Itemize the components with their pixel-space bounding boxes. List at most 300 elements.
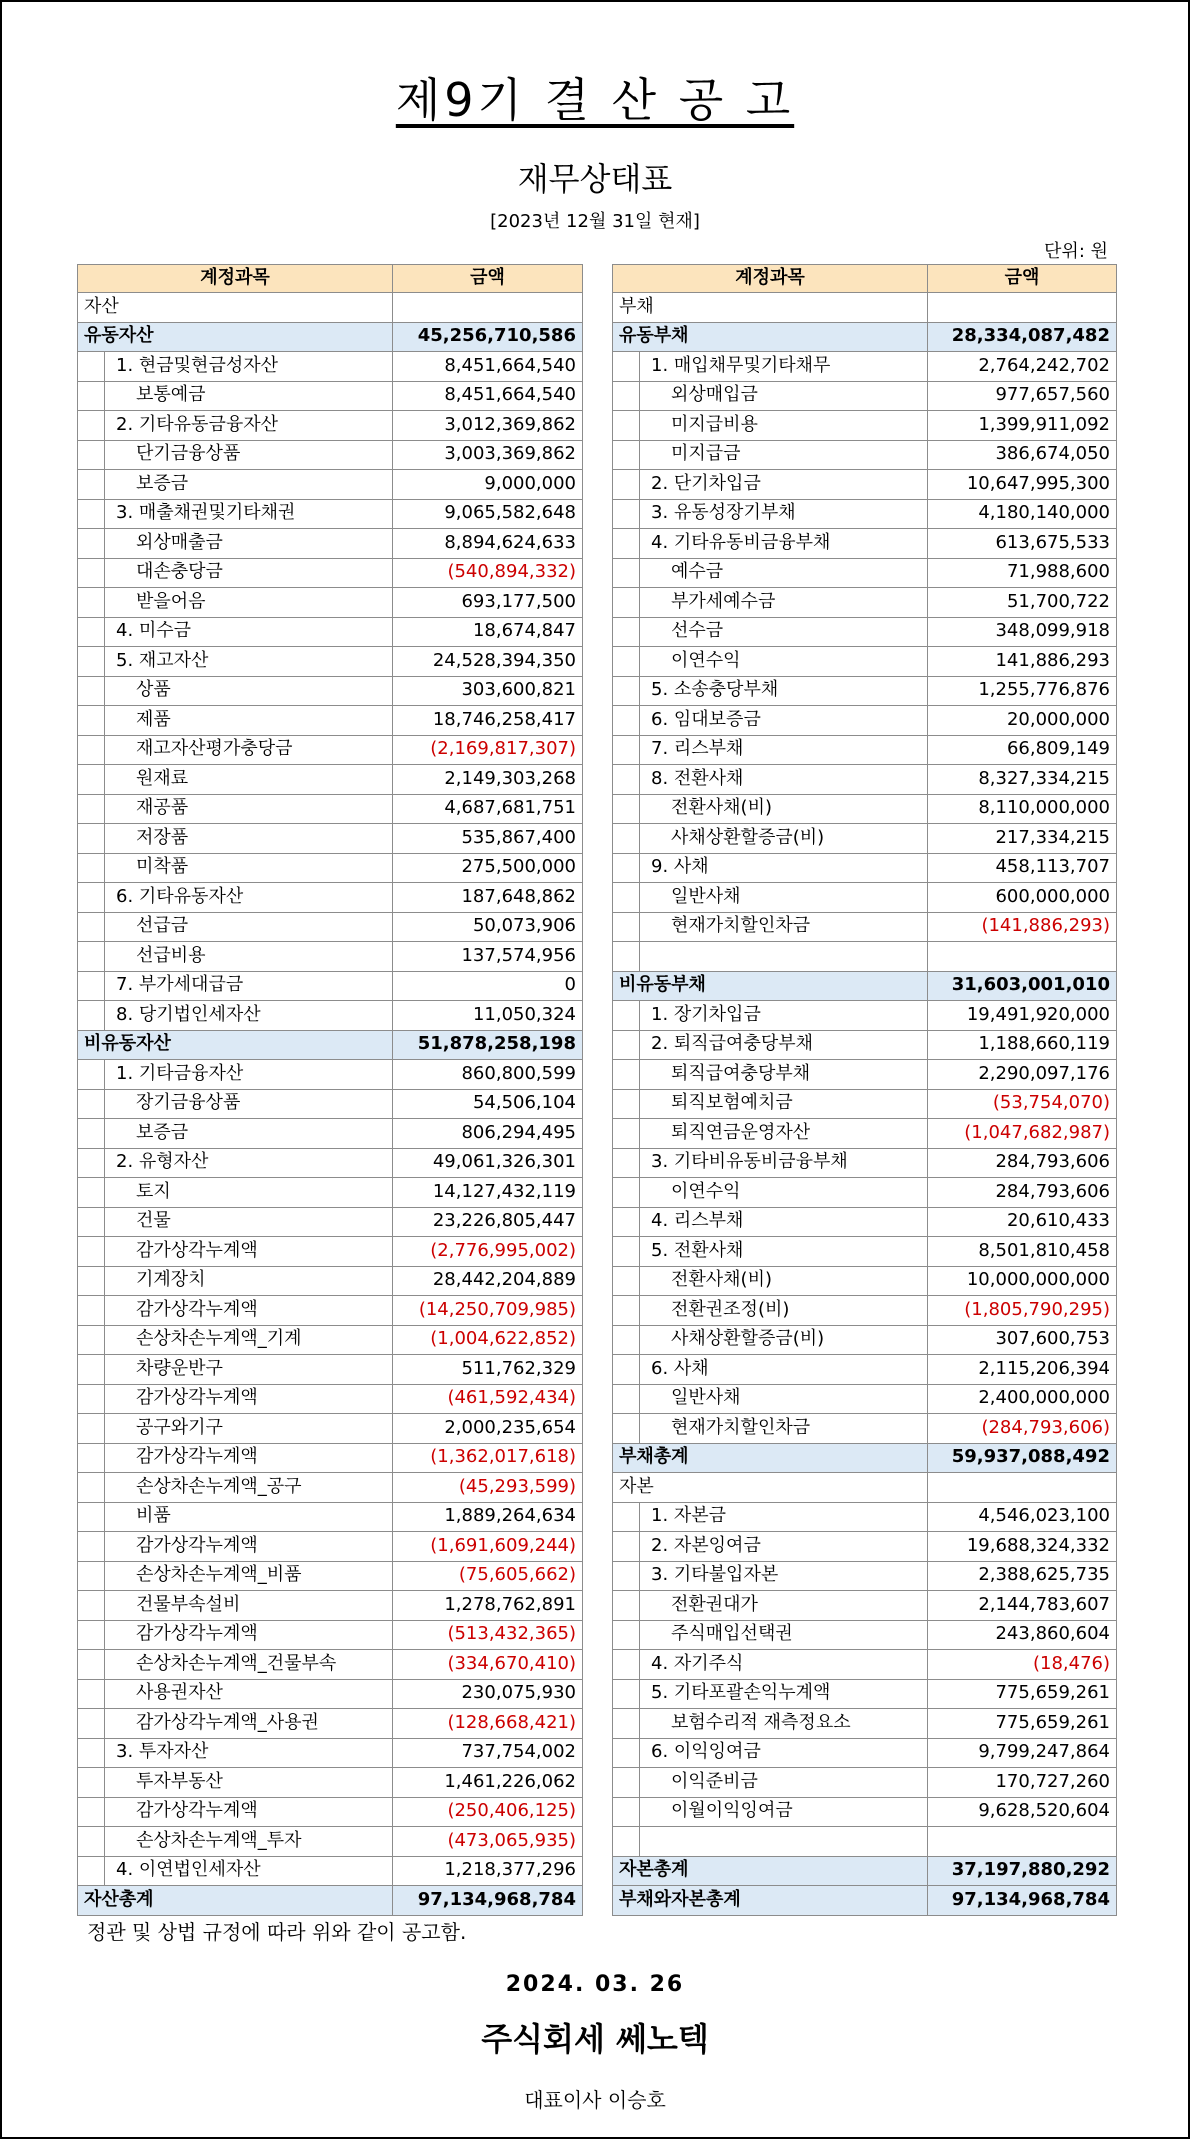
amount-cell: 511,762,329 <box>393 1355 583 1385</box>
table-row <box>78 411 583 441</box>
account-label: 7. 부가세대급금 <box>116 974 244 996</box>
amount-cell: 19,688,324,332 <box>928 1532 1117 1562</box>
table-row <box>613 824 1117 854</box>
account-cell <box>613 1650 928 1680</box>
table-row <box>78 293 583 323</box>
account-cell <box>613 1443 928 1473</box>
table-row <box>78 1679 583 1709</box>
table-row <box>78 912 583 942</box>
account-cell <box>78 1266 393 1296</box>
as-of-date: [2023년 12월 31일 현재] <box>490 211 700 232</box>
account-label: 기계장치 <box>136 1269 206 1291</box>
account-cell <box>613 1237 928 1267</box>
account-cell <box>613 1178 928 1208</box>
account-cell <box>613 322 928 352</box>
account-label: 2. 단기차입금 <box>651 472 761 494</box>
table-row <box>613 293 1117 323</box>
account-cell <box>78 1709 393 1739</box>
amount-cell: 8,451,664,540 <box>393 381 583 411</box>
amount-cell: 3,003,369,862 <box>393 440 583 470</box>
account-cell <box>78 617 393 647</box>
amount-cell: 348,099,918 <box>928 617 1117 647</box>
account-cell <box>78 1060 393 1090</box>
amount-cell <box>393 293 583 323</box>
account-cell <box>613 1384 928 1414</box>
amount-cell: 18,674,847 <box>393 617 583 647</box>
account-cell <box>613 676 928 706</box>
table-row <box>613 735 1117 765</box>
account-label <box>651 1830 671 1851</box>
account-label: 2. 기타유동금융자산 <box>116 413 278 435</box>
account-cell <box>78 1561 393 1591</box>
amount-cell: (513,432,365) <box>393 1620 583 1650</box>
amount-cell: 243,860,604 <box>928 1620 1117 1650</box>
account-cell <box>78 883 393 913</box>
account-column-header: 계정과목 <box>613 265 928 293</box>
table-row <box>78 1325 583 1355</box>
table-row <box>613 1178 1117 1208</box>
account-label: 투자부동산 <box>136 1770 223 1792</box>
amount-cell: 54,506,104 <box>393 1089 583 1119</box>
amount-cell: 2,149,303,268 <box>393 765 583 795</box>
account-label: 3. 유동성장기부채 <box>651 502 796 524</box>
amount-cell: (284,793,606) <box>928 1414 1117 1444</box>
account-label: 1. 매입채무및기타채무 <box>651 354 831 376</box>
amount-cell: 600,000,000 <box>928 883 1117 913</box>
amount-cell: 386,674,050 <box>928 440 1117 470</box>
account-cell <box>613 381 928 411</box>
table-row <box>78 1001 583 1031</box>
amount-cell: 8,451,664,540 <box>393 352 583 382</box>
account-cell <box>78 440 393 470</box>
account-label: 8. 당기법인세자산 <box>116 1003 261 1025</box>
account-cell <box>78 1296 393 1326</box>
account-cell <box>613 794 928 824</box>
account-cell <box>78 971 393 1001</box>
table-row <box>613 322 1117 352</box>
table-row <box>613 942 1117 972</box>
amount-cell: (1,362,017,618) <box>393 1443 583 1473</box>
account-cell <box>613 824 928 854</box>
table-row <box>78 1089 583 1119</box>
account-cell <box>78 765 393 795</box>
account-cell <box>613 765 928 795</box>
table-row <box>78 853 583 883</box>
table-row <box>613 617 1117 647</box>
account-cell <box>613 1827 928 1857</box>
company-name: 주식회세 쎄노텍 <box>481 2020 709 2058</box>
account-cell <box>613 1561 928 1591</box>
account-label: 전환권조정(비) <box>671 1298 790 1320</box>
account-label: 3. 기타불입자본 <box>651 1564 779 1586</box>
table-row <box>613 1119 1117 1149</box>
amount-cell: 0 <box>393 971 583 1001</box>
table-row <box>78 1119 583 1149</box>
account-cell <box>78 706 393 736</box>
amount-cell: (250,406,125) <box>393 1797 583 1827</box>
amount-cell: (1,805,790,295) <box>928 1296 1117 1326</box>
amount-cell: 217,334,215 <box>928 824 1117 854</box>
amount-cell: 2,388,625,735 <box>928 1561 1117 1591</box>
account-label: 비유동부채 <box>619 974 706 996</box>
account-cell <box>78 293 393 323</box>
amount-cell: 303,600,821 <box>393 676 583 706</box>
amount-cell: (2,169,817,307) <box>393 735 583 765</box>
account-cell <box>613 1001 928 1031</box>
amount-cell: (334,670,410) <box>393 1650 583 1680</box>
account-label: 5. 기타포괄손익누계액 <box>651 1682 831 1704</box>
table-row <box>613 1384 1117 1414</box>
account-label: 보통예금 <box>136 384 206 406</box>
table-row <box>78 1886 583 1916</box>
account-label: 사채상환할증금(비) <box>671 1328 825 1350</box>
table-row <box>613 381 1117 411</box>
table-row <box>78 1768 583 1798</box>
account-cell <box>613 499 928 529</box>
amount-cell: 97,134,968,784 <box>928 1886 1117 1916</box>
account-cell <box>613 1679 928 1709</box>
account-label: 일반사채 <box>671 885 741 907</box>
account-label: 건물 <box>136 1210 171 1232</box>
account-cell <box>78 352 393 382</box>
account-cell <box>613 588 928 618</box>
account-label: 4. 자기주식 <box>651 1652 744 1674</box>
amount-cell: 4,546,023,100 <box>928 1502 1117 1532</box>
account-label: 2. 유형자산 <box>116 1151 209 1173</box>
amount-cell: 20,610,433 <box>928 1207 1117 1237</box>
account-cell <box>613 1709 928 1739</box>
account-label: 자산총계 <box>84 1888 154 1910</box>
account-label: 4. 기타유동비금융부채 <box>651 531 831 553</box>
account-label: 선급비용 <box>136 944 206 966</box>
account-cell <box>613 883 928 913</box>
account-label: 사용권자산 <box>136 1682 223 1704</box>
amount-cell: 2,400,000,000 <box>928 1384 1117 1414</box>
table-row <box>78 1266 583 1296</box>
account-label: 자본총계 <box>619 1859 689 1881</box>
account-cell <box>613 617 928 647</box>
amount-cell: 9,000,000 <box>393 470 583 500</box>
account-cell <box>78 676 393 706</box>
account-cell <box>613 1355 928 1385</box>
account-cell <box>78 1443 393 1473</box>
account-cell <box>78 499 393 529</box>
amount-cell: (45,293,599) <box>393 1473 583 1503</box>
table-row <box>78 647 583 677</box>
account-label: 건물부속설비 <box>136 1593 241 1615</box>
account-cell <box>613 1030 928 1060</box>
account-cell <box>613 1797 928 1827</box>
table-row <box>613 1060 1117 1090</box>
amount-cell: 535,867,400 <box>393 824 583 854</box>
table-row <box>78 529 583 559</box>
account-label: 일반사채 <box>671 1387 741 1409</box>
table-row <box>613 1886 1117 1916</box>
account-cell <box>78 1797 393 1827</box>
account-label: 보증금 <box>136 1121 189 1143</box>
amount-cell: 187,648,862 <box>393 883 583 913</box>
account-label: 현재가치할인차금 <box>671 915 811 937</box>
ceo-name: 대표이사 이승호 <box>524 2088 666 2112</box>
account-label: 예수금 <box>671 561 724 583</box>
account-label: 이연수익 <box>671 649 741 671</box>
account-label: 8. 전환사채 <box>651 767 744 789</box>
table-row <box>613 1679 1117 1709</box>
account-cell <box>78 1532 393 1562</box>
account-label: 감가상각누계액 <box>136 1800 258 1822</box>
account-label: 받을어음 <box>136 590 206 612</box>
account-cell <box>78 1030 393 1060</box>
table-row <box>78 1443 583 1473</box>
table-row <box>613 470 1117 500</box>
table-row <box>78 1060 583 1090</box>
account-cell <box>78 1089 393 1119</box>
table-row <box>613 1768 1117 1798</box>
table-row <box>613 676 1117 706</box>
table-row <box>78 735 583 765</box>
amount-cell: 458,113,707 <box>928 853 1117 883</box>
amount-cell: 24,528,394,350 <box>393 647 583 677</box>
amount-cell: (1,004,622,852) <box>393 1325 583 1355</box>
table-row <box>78 1856 583 1886</box>
amount-cell <box>928 1827 1117 1857</box>
amount-cell: 9,065,582,648 <box>393 499 583 529</box>
table-row <box>78 1207 583 1237</box>
amount-cell: 1,889,264,634 <box>393 1502 583 1532</box>
amount-column-header: 금액 <box>928 265 1117 293</box>
table-row <box>78 1650 583 1680</box>
amount-cell: (1,047,682,987) <box>928 1119 1117 1149</box>
amount-cell: 37,197,880,292 <box>928 1856 1117 1886</box>
account-cell <box>78 1591 393 1621</box>
account-label <box>651 945 671 966</box>
amount-cell: 4,687,681,751 <box>393 794 583 824</box>
account-label: 이익준비금 <box>671 1770 758 1792</box>
amount-cell: 1,188,660,119 <box>928 1030 1117 1060</box>
table-row <box>613 529 1117 559</box>
account-label: 감가상각누계액 <box>136 1534 258 1556</box>
table-row <box>78 942 583 972</box>
announcement-date: 2024. 03. 26 <box>505 1972 685 1997</box>
table-row <box>78 1355 583 1385</box>
account-label: 자산 <box>84 295 119 317</box>
table-row <box>613 912 1117 942</box>
amount-cell: 8,110,000,000 <box>928 794 1117 824</box>
account-cell <box>613 1296 928 1326</box>
account-cell <box>78 1650 393 1680</box>
account-label: 원재료 <box>136 767 189 789</box>
account-label: 선수금 <box>671 620 724 642</box>
table-row <box>78 1148 583 1178</box>
table-row <box>78 322 583 352</box>
account-cell <box>78 647 393 677</box>
amount-cell: 775,659,261 <box>928 1679 1117 1709</box>
amount-cell: 59,937,088,492 <box>928 1443 1117 1473</box>
currency-unit: 단위: 원 <box>1044 241 1108 262</box>
table-row <box>613 1709 1117 1739</box>
amount-cell: 9,628,520,604 <box>928 1797 1117 1827</box>
account-label: 감가상각누계액 <box>136 1446 258 1468</box>
table-row <box>78 588 583 618</box>
account-cell <box>78 1886 393 1916</box>
account-label: 사채상환할증금(비) <box>671 826 825 848</box>
table-row <box>613 558 1117 588</box>
account-cell <box>613 411 928 441</box>
account-label: 감가상각누계액 <box>136 1298 258 1320</box>
table-row <box>613 1443 1117 1473</box>
account-label: 감가상각누계액 <box>136 1623 258 1645</box>
liabilities-equity-table-body <box>613 293 1117 1916</box>
account-label: 4. 미수금 <box>116 620 192 642</box>
amount-cell: (128,668,421) <box>393 1709 583 1739</box>
account-label: 보험수리적 재측정요소 <box>671 1711 851 1733</box>
account-label: 현재가치할인차금 <box>671 1416 811 1438</box>
account-cell <box>78 1384 393 1414</box>
account-cell <box>613 1502 928 1532</box>
account-cell <box>78 1738 393 1768</box>
account-label: 이월이익잉여금 <box>671 1800 793 1822</box>
account-cell <box>78 411 393 441</box>
table-row <box>613 352 1117 382</box>
table-row <box>613 1207 1117 1237</box>
amount-cell: 806,294,495 <box>393 1119 583 1149</box>
amount-cell: 18,746,258,417 <box>393 706 583 736</box>
account-label: 공구와기구 <box>136 1416 223 1438</box>
account-label: 미지급비용 <box>671 413 758 435</box>
amount-cell: 1,255,776,876 <box>928 676 1117 706</box>
account-label: 6. 사채 <box>651 1357 709 1379</box>
table-row <box>613 1089 1117 1119</box>
account-label: 감가상각누계액_사용권 <box>136 1711 319 1733</box>
account-cell <box>78 1827 393 1857</box>
account-cell <box>613 1768 928 1798</box>
account-label: 선급금 <box>136 915 189 937</box>
table-row <box>613 1827 1117 1857</box>
account-cell <box>613 1414 928 1444</box>
account-label: 6. 기타유동자산 <box>116 885 244 907</box>
table-row <box>613 1414 1117 1444</box>
account-cell <box>613 971 928 1001</box>
account-label: 전환사채(비) <box>671 1269 772 1291</box>
amount-cell: 1,399,911,092 <box>928 411 1117 441</box>
account-cell <box>613 1119 928 1149</box>
account-cell <box>613 352 928 382</box>
account-label: 1. 자본금 <box>651 1505 727 1527</box>
table-row <box>78 794 583 824</box>
account-cell <box>613 440 928 470</box>
table-row <box>613 1355 1117 1385</box>
table-row <box>613 971 1117 1001</box>
table-row <box>78 1030 583 1060</box>
amount-cell: 14,127,432,119 <box>393 1178 583 1208</box>
account-label: 미지급금 <box>671 443 741 465</box>
amount-cell: 28,442,204,889 <box>393 1266 583 1296</box>
table-header-row <box>613 265 1117 293</box>
amount-cell: (461,592,434) <box>393 1384 583 1414</box>
account-cell <box>78 1355 393 1385</box>
table-row <box>78 1178 583 1208</box>
account-label: 부채 <box>619 295 654 317</box>
account-cell <box>613 529 928 559</box>
account-label: 5. 전환사채 <box>651 1239 744 1261</box>
amount-cell: 3,012,369,862 <box>393 411 583 441</box>
account-label: 이연수익 <box>671 1180 741 1202</box>
amount-cell: 2,144,783,607 <box>928 1591 1117 1621</box>
amount-cell: 1,278,762,891 <box>393 1591 583 1621</box>
table-row <box>613 1561 1117 1591</box>
amount-column-header: 금액 <box>393 265 583 293</box>
table-row <box>78 1532 583 1562</box>
table-row <box>78 971 583 1001</box>
account-label: 자본 <box>619 1475 654 1497</box>
account-label: 손상차손누계액_기계 <box>136 1328 302 1350</box>
table-row <box>613 1325 1117 1355</box>
account-label: 퇴직보험예치금 <box>671 1092 793 1114</box>
account-label: 1. 현금및현금성자산 <box>116 354 278 376</box>
account-cell <box>78 1148 393 1178</box>
account-label: 3. 투자자산 <box>116 1741 209 1763</box>
amount-cell <box>928 1473 1117 1503</box>
table-row <box>78 470 583 500</box>
account-cell <box>613 853 928 883</box>
account-label: 2. 퇴직급여충당부채 <box>651 1033 813 1055</box>
table-row <box>613 1148 1117 1178</box>
table-row <box>78 1414 583 1444</box>
amount-cell: 45,256,710,586 <box>393 322 583 352</box>
account-cell <box>613 647 928 677</box>
account-label: 2. 자본잉여금 <box>651 1534 761 1556</box>
account-label: 외상매출금 <box>136 531 223 553</box>
table-row <box>78 676 583 706</box>
account-cell <box>613 293 928 323</box>
announcement-note: 정관 및 상법 규정에 따라 위와 같이 공고함. <box>87 1920 467 1944</box>
notice-title: 제9기 결 산 공 고 <box>395 73 795 127</box>
account-label: 3. 기타비유동비금융부채 <box>651 1151 848 1173</box>
account-cell <box>613 1266 928 1296</box>
amount-cell: 97,134,968,784 <box>393 1886 583 1916</box>
account-label: 재공품 <box>136 797 189 819</box>
amount-cell: 20,000,000 <box>928 706 1117 736</box>
account-label: 저장품 <box>136 826 189 848</box>
table-row <box>613 440 1117 470</box>
amount-cell: 2,764,242,702 <box>928 352 1117 382</box>
table-row <box>613 1797 1117 1827</box>
account-label: 5. 소송충당부채 <box>651 679 779 701</box>
amount-cell: 1,218,377,296 <box>393 1856 583 1886</box>
account-label: 6. 이익잉여금 <box>651 1741 761 1763</box>
account-cell <box>78 794 393 824</box>
table-header-row <box>78 265 583 293</box>
account-cell <box>78 1502 393 1532</box>
table-row <box>613 853 1117 883</box>
amount-cell: 28,334,087,482 <box>928 322 1117 352</box>
amount-cell: 10,000,000,000 <box>928 1266 1117 1296</box>
table-row <box>78 883 583 913</box>
account-label: 부채총계 <box>619 1446 689 1468</box>
account-cell <box>78 1768 393 1798</box>
table-row <box>78 1709 583 1739</box>
amount-cell: 737,754,002 <box>393 1738 583 1768</box>
account-label: 감가상각누계액 <box>136 1239 258 1261</box>
table-row <box>78 440 583 470</box>
account-cell <box>613 1738 928 1768</box>
account-label: 유동자산 <box>84 325 154 347</box>
table-row <box>78 1237 583 1267</box>
account-label: 대손충당금 <box>136 561 223 583</box>
table-row <box>613 1738 1117 1768</box>
account-label: 비유동자산 <box>84 1033 171 1055</box>
account-label: 재고자산평가충당금 <box>136 738 293 760</box>
